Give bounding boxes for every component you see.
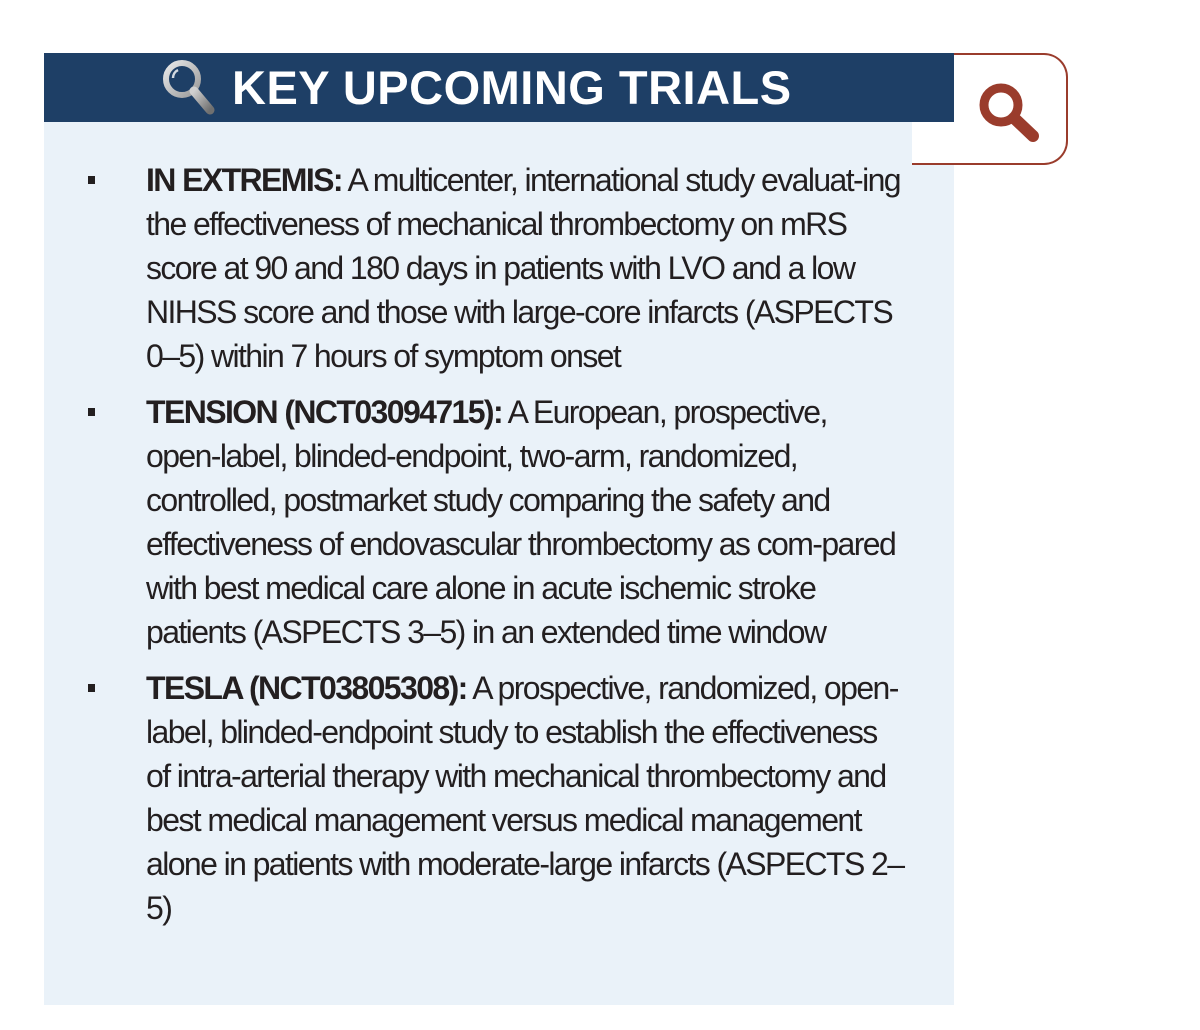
bullet	[88, 176, 95, 184]
box-title: KEY UPCOMING TRIALS	[232, 61, 792, 114]
trial-name: TENSION (NCT03094715):	[146, 394, 503, 430]
magnifier-icon	[160, 58, 216, 116]
bullet	[88, 684, 95, 692]
trial-description: A prospective, randomized, open-label, blinded-endpoint study to establish the effectiveness of intra-arterial therapy with mechanical thrombectomy and best medical management versus medical management alone in patients with moderate-large infarcts (ASPECTS 2–5)	[146, 670, 904, 926]
trial-list	[86, 158, 906, 942]
trial-description: A European, prospective, open-label, blinded-endpoint, two-arm, randomized, controlled, postmarket study comparing the safety and effectiveness of endovascular thrombectomy as com-pared with best medical care alone in acute ischemic stroke patients (ASPECTS 3–5) in an extended time window	[146, 394, 896, 650]
trial-item	[86, 158, 906, 378]
trial-name: IN EXTREMIS:	[146, 162, 342, 198]
trial-item	[86, 390, 906, 654]
bullet	[88, 408, 95, 416]
trial-name: TESLA (NCT03805308):	[146, 670, 467, 706]
trial-description: A multicenter, international study evaluat-ing the effectiveness of mechanical thrombectomy on mRS score at 90 and 180 days in patients with LVO and a low NIHSS score and those with large-core infarcts (ASPECTS 0–5) within 7 hours of symptom onset	[146, 162, 901, 374]
search-icon[interactable]	[975, 80, 1043, 144]
trial-item	[86, 666, 906, 930]
